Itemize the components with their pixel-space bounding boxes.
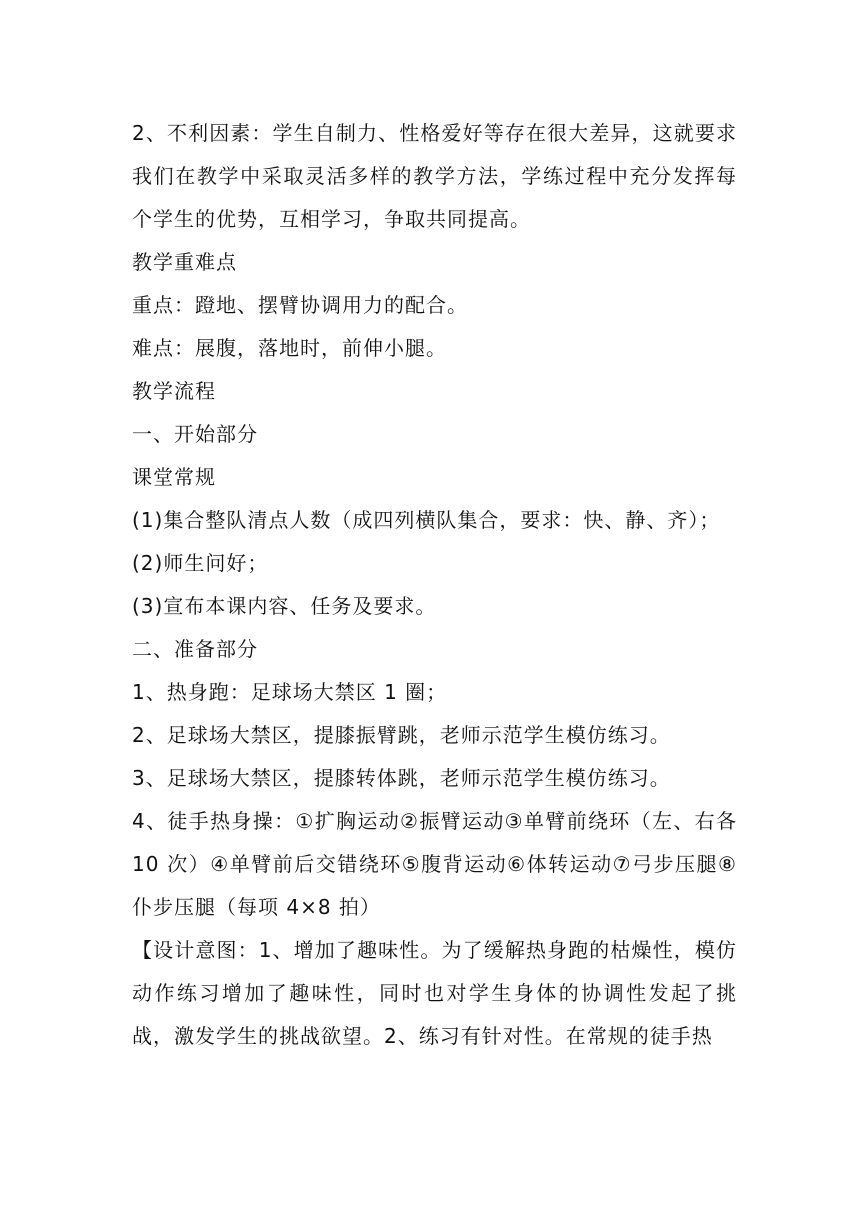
- heading-key-difficulties: 教学重难点: [132, 250, 237, 274]
- heading-teaching-flow: 教学流程: [132, 379, 216, 403]
- list-item-freehand-exercise: 4、徒手热身操：①扩胸运动②振臂运动③单臂前绕环（左、右各 10 次）④单臂前后交错绕环⑤腹背运动⑥体转运动⑦弓步压腿⑧仆步压腿（每项 4×8 拍）: [132, 809, 737, 919]
- heading-start-section: 一、开始部分: [132, 422, 258, 446]
- paragraph-key-point: 重点：蹬地、摆臂协调用力的配合。: [132, 293, 468, 317]
- document-body: [132, 112, 737, 1058]
- paragraph-design-intent: 【设计意图：1、增加了趣味性。为了缓解热身跑的枯燥性，模仿动作练习增加了趣味性，同时也对学生身体的协调性发起了挑战，激发学生的挑战欲望。2、练习有针对性。在常规的徒手热: [132, 938, 737, 1048]
- paragraph-difficulty: 难点：展腹，落地时，前伸小腿。: [132, 336, 447, 360]
- list-item-twist-jump: 3、足球场大禁区，提膝转体跳，老师示范学生模仿练习。: [132, 766, 671, 790]
- heading-preparation-section: 二、准备部分: [132, 637, 258, 661]
- list-item-assemble: (1)集合整队清点人数（成四列横队集合，要求：快、静、齐）；: [132, 508, 721, 532]
- list-item-announce: (3)宣布本课内容、任务及要求。: [132, 594, 437, 618]
- heading-class-routine: 课堂常规: [132, 465, 216, 489]
- list-item-knee-jump: 2、足球场大禁区，提膝振臂跳，老师示范学生模仿练习。: [132, 723, 671, 747]
- list-item-warmup-run: 1、热身跑：足球场大禁区 1 圈；: [132, 680, 448, 704]
- paragraph-unfavorable-factors: 2、不利因素：学生自制力、性格爱好等存在很大差异，这就要求我们在教学中采取灵活多样的教学方法，学练过程中充分发挥每个学生的优势，互相学习，争取共同提高。: [132, 121, 737, 231]
- list-item-greeting: (2)师生问好；: [132, 551, 269, 575]
